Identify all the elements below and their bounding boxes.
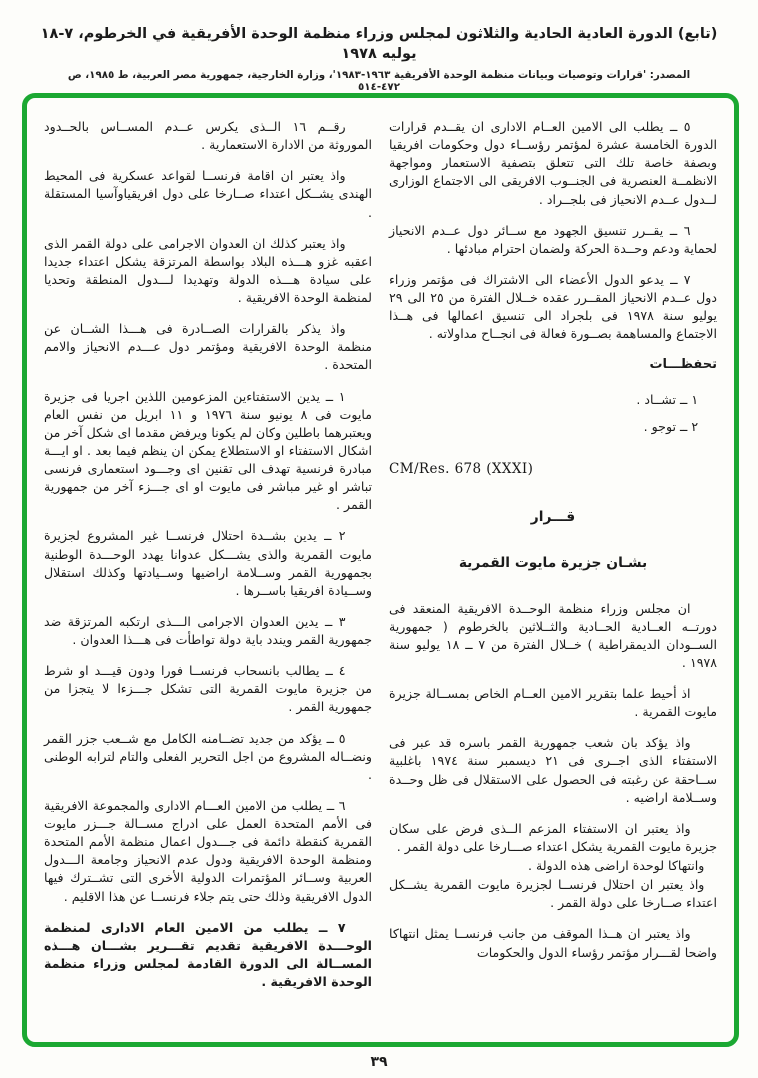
resolution-code: CM/Res. 678 (XXXI) — [389, 461, 534, 478]
reservations-heading: تحفظـــات — [649, 357, 717, 373]
preamble-session: ان مجلس وزراء منظمة الوحــدة الافريقية المنعقد فى دورتــه العــادية الحــادية والثــلاثين بالخرطوم ( جمهورية الســودان الديمقراطية ) خــلال الفترة من ٧ ــ ١٨ يوليو سنة ١٩٧٨ . — [389, 600, 717, 670]
preamble-military-bases: واذ يعتبر ان اقامة فرنســا لقواعد عسكرية فى المحيط الهندى يشــكل اعتداء صــارخا على دول افريقياوآسيا المستقلة . — [44, 168, 372, 220]
preamble-mercenary-aggression: واذ يعتبر كذلك ان العدوان الاجرامى على دولة القمر الذى اعقبه غزو هـــذه البلاد بواسطة المرتزقة يشكل اعتداء جديدا على سيادة هـــذه الدولة وتهديدا لـــدول المنطقة وتحديا لمنظمة الوحدة الافريقية . — [44, 235, 372, 305]
reservation-togo: ٢ ــ توجو . — [643, 419, 699, 435]
resolution-heading: قـــرار — [530, 508, 576, 525]
content-frame — [22, 93, 739, 1047]
operative-clause-6: ٦ ــ يطلب من الامين العـــام الادارى والمجموعة الافريقية فى الأمم المتحدة العمل على ادراج مســالة جـــزر مايوت القمرية كنقطة دائمة فى جـــدول اعمال منظمة الأمم المتحدة ومنظمة الوحدة الافريقية ودول عدم الانحياز وجامعة الـــدول العربية وســائر المؤتمرات الدولية الأخرى التى تشــترك فيها الدول الافريقية وذلك حتى يتم جلاء فرنســا عن هذا الاقليم . — [44, 797, 372, 904]
operative-clause-3: ٣ ــ يدين العدوان الاجرامى الـــذى ارتكبه المرتزقة ضد جمهورية القمر ويندد باية دولة تواطأت فى هـــذا العدوان . — [44, 613, 372, 647]
source-citation: المصدر: 'قرارات وتوصيات وبيانات منظمة الوحدة الأفريقية ١٩٦٣-١٩٨٣'، وزارة الخارجية، جمهورية مصر العربية، ط ١٩٨٥، ص ٤٧٢-٥١٤ — [67, 69, 691, 94]
preamble-french-position: واذ يعتبر ان هــذا الموقف من جانب فرنســا يمثل انتهاكا واضحا لقـــرار مؤتمر رؤساء الدول والحكومات — [389, 926, 717, 960]
operative-clause-2: ٢ ــ يدين بشــدة احتلال فرنســا غير المشروع لجزيرة مايوت القمرية والذى يشـــكل عدوانا يهدد الوحـــدة الوطنية بجمهورية القمر وســلامة اراضيها وســيادتها وكذلك استقلال وســيادة افريقيا باســرها . — [44, 528, 372, 598]
operative-clause-7: ٧ ــ يطلب من الامين العام الادارى لمنظمة الوحـــدة الافريقية تقديم تقـــرير بشـــان هـــذه المســالة الى الدورة القادمة لمجلس وزراء منظمة الوحدة الافريقية . — [44, 919, 372, 989]
preamble-report: اذ أحيط علما بتقرير الامين العــام الخاص بمســالة جزيرة مايوت القمرية . — [389, 686, 717, 720]
document-header — [0, 0, 758, 93]
preamble-referendum-1974: واذ يؤكد بان شعب جمهورية القمر باسره قد عبر فى الاستفتاء الذى اجــرى فى ٢١ ديسمبر سنة ١٩٧٤ باغلبية ســاحقة عن رغبته فى الحصول على الاستقلال فى ظل وحــدة وســلامة اراضيه . — [389, 735, 717, 805]
preamble-continuation-borders: رقــم ١٦ الــذى يكرس عــدم المســاس بالحــدود الموروثة من الادارة الاستعمارية . — [44, 119, 372, 153]
operative-clause-5: ٥ ــ يؤكد من جديد تضــامنه الكامل مع شــعب جزر القمر ونضــاله المشروع من اجل التحرير الفعلى والتام لترابه الوطنى . — [44, 730, 372, 782]
operative-clause-4: ٤ ــ يطالب بانسحاب فرنســا فورا ودون قيـــد او شرط من جزيرة مايوت القمرية التى تشكل جـــزءا لا يتجزا من جمهورية القمر . — [44, 663, 372, 715]
operative-clause-1: ١ ــ يدين الاستفتاءين المزعومين اللذين اجريا فى جزيرة مايوت فى ٨ يونيو سنة ١٩٧٦ و ١١ ابريل من نفس العام ويعتبرهما باطلين وكان لم يكونا ويرفض مقدما اى شكل آخر من اشكال الاستفتاء او الاستطلاع يمكن ان ينظم فيما بعد . او ايـــة مبادرة فرنسية تهدف الى تقنين اى وجـــود استعمارى فرنسى تباشر او غير مباشر فى مايوت او اى جـــزء آخر من جمهورية القمر . — [44, 388, 372, 513]
preamble-alleged-referendum: واذ يعتبر ان الاستفتاء المزعم الــذى فرض على سكان جزيرة مايوت القمرية يشكل اعتداء صـــارخا على دولة القمر . — [389, 820, 717, 854]
resolution-clause-6: ٦ ــ يقــرر تنسيق الجهود مع ســائر دول عــدم الانحياز لحماية ودعم وحــدة الحركة ولضمان احترام مبادئها . — [389, 222, 717, 256]
resolution-clause-5: ٥ ــ يطلب الى الامين العــام الادارى ان يقــدم قرارات الدورة الخامسة عشرة لمؤتمر رؤســاء دول وحكومات افريقيا وبصفة خاصة تلك التى تتعلق بتصفية الاستعمار ومواجهة الانظمــة العنصرية فى الجنــوب الافريقى الى الاجتماع الوزارى لــدول عــدم الانحياز فى بلجــراد . — [389, 119, 717, 207]
preamble-occupation: واذ يعتبر ان احتلال فرنســا لجزيرة مايوت القمرية يشــكل اعتداء صــارخا على دولة القمر . — [389, 877, 717, 911]
reservation-chad: ١ ــ تشــاد . — [636, 392, 699, 408]
resolution-subject: بشـان جزيرة مايوت القمرية — [458, 554, 648, 571]
column-left — [44, 118, 372, 1032]
column-right — [389, 118, 717, 1032]
resolution-clause-7: ٧ ــ يدعو الدول الأعضاء الى الاشتراك فى مؤتمر وزراء دول عــدم الانحياز المقــرر عقده خــلال الفترة من ٢٥ الى ٢٩ يوليو سنة ١٩٧٨ فى بلجراد الى تنسيق اعمالها فى هــذا الاجتماع والمساهمة بصــورة فعالة فى انجــاح مداولاته . — [389, 271, 717, 342]
session-title: (تابع) الدورة العادية الحادية والثلاثون لمجلس وزراء منظمة الوحدة الأفريقية في الخرطوم، ٧-١٨ يوليه ١٩٧٨ — [40, 26, 718, 62]
preamble-territorial-violation: وانتهاكا لوحدة اراضى هذه الدولة . — [527, 858, 705, 873]
preamble-recalling-resolutions: واذ يذكر بالقرارات الصــادرة فى هـــذا الشــان عن منظمة الوحدة الافريقية ومؤتمر دول عـــدم الانحياز والامم المتحدة . — [44, 321, 372, 373]
page-number: ٣٩ — [370, 1054, 388, 1070]
